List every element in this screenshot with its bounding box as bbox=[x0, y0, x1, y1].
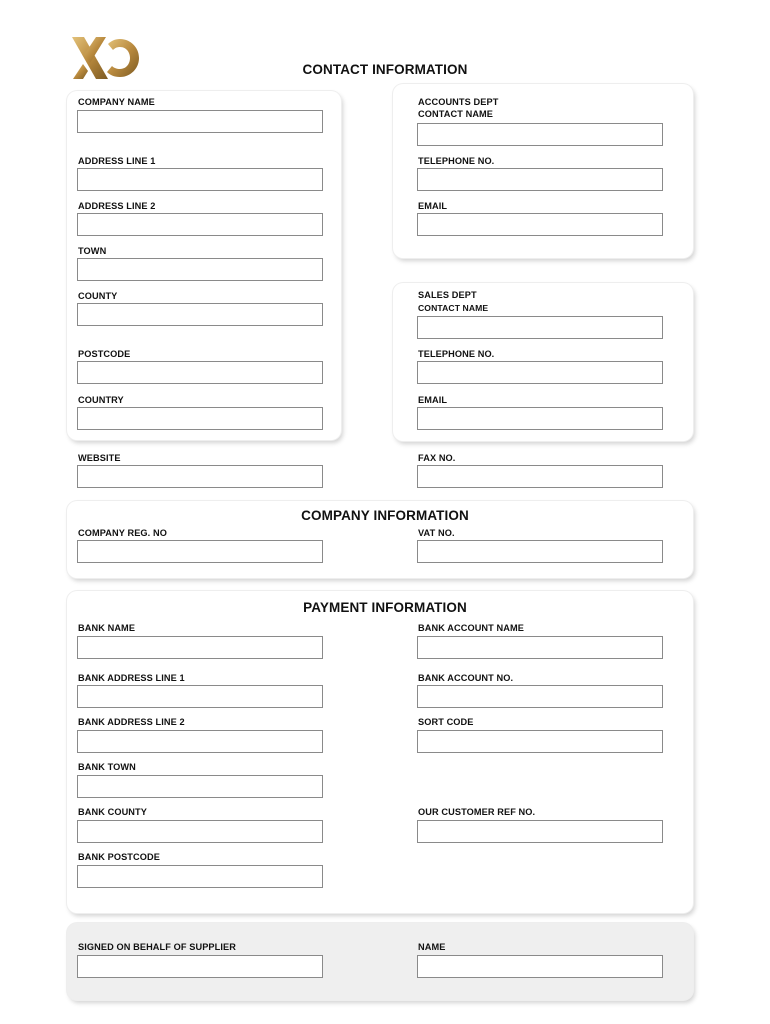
bank-account-name-label: BANK ACCOUNT NAME bbox=[418, 623, 524, 633]
contact-section-title: CONTACT INFORMATION bbox=[302, 62, 468, 77]
sales-contact-name-label: CONTACT NAME bbox=[418, 303, 489, 313]
accounts-dept-heading: ACCOUNTS DEPT bbox=[418, 97, 499, 107]
bank-town-label: BANK TOWN bbox=[78, 762, 136, 772]
bank-address-line-1-label: BANK ADDRESS LINE 1 bbox=[78, 673, 185, 683]
sales-telephone-field[interactable] bbox=[417, 361, 663, 384]
signed-on-behalf-label: SIGNED ON BEHALF OF SUPPLIER bbox=[78, 942, 236, 952]
bank-address-line-1-field[interactable] bbox=[77, 685, 323, 708]
town-field[interactable] bbox=[77, 258, 323, 281]
sales-dept-heading: SALES DEPT bbox=[418, 290, 477, 300]
accounts-telephone-field[interactable] bbox=[417, 168, 663, 191]
county-field[interactable] bbox=[77, 303, 323, 326]
address-line-1-label: ADDRESS LINE 1 bbox=[78, 156, 156, 166]
bank-address-line-2-field[interactable] bbox=[77, 730, 323, 753]
sales-email-label: EMAIL bbox=[418, 395, 448, 405]
bank-account-no-label: BANK ACCOUNT NO. bbox=[418, 673, 514, 683]
company-logo-icon bbox=[70, 35, 142, 81]
bank-postcode-field[interactable] bbox=[77, 865, 323, 888]
fax-no-label: FAX NO. bbox=[418, 453, 456, 463]
bank-name-field[interactable] bbox=[77, 636, 323, 659]
customer-ref-no-label: OUR CUSTOMER REF NO. bbox=[418, 807, 536, 817]
postcode-label: POSTCODE bbox=[78, 349, 131, 359]
sales-email-field[interactable] bbox=[417, 407, 663, 430]
fax-no-field[interactable] bbox=[417, 465, 663, 488]
bank-name-label: BANK NAME bbox=[78, 623, 136, 633]
country-label: COUNTRY bbox=[78, 395, 124, 405]
website-field[interactable] bbox=[77, 465, 323, 488]
payment-section-title: PAYMENT INFORMATION bbox=[303, 600, 467, 615]
accounts-email-label: EMAIL bbox=[418, 201, 448, 211]
signed-on-behalf-field[interactable] bbox=[77, 955, 323, 978]
bank-county-label: BANK COUNTY bbox=[78, 807, 147, 817]
bank-town-field[interactable] bbox=[77, 775, 323, 798]
signature-name-label: NAME bbox=[418, 942, 446, 952]
accounts-contact-name-field[interactable] bbox=[417, 123, 663, 146]
accounts-email-field[interactable] bbox=[417, 213, 663, 236]
bank-county-field[interactable] bbox=[77, 820, 323, 843]
sort-code-field[interactable] bbox=[417, 730, 663, 753]
bank-account-name-field[interactable] bbox=[417, 636, 663, 659]
vat-no-label: VAT NO. bbox=[418, 528, 455, 538]
town-label: TOWN bbox=[78, 246, 107, 256]
county-label: COUNTY bbox=[78, 291, 118, 301]
accounts-contact-name-label: CONTACT NAME bbox=[418, 109, 494, 119]
bank-address-line-2-label: BANK ADDRESS LINE 2 bbox=[78, 717, 185, 727]
company-name-field[interactable] bbox=[77, 110, 323, 133]
company-reg-no-label: COMPANY REG. NO bbox=[78, 528, 167, 538]
signature-name-field[interactable] bbox=[417, 955, 663, 978]
company-section-title: COMPANY INFORMATION bbox=[301, 508, 469, 523]
address-line-2-field[interactable] bbox=[77, 213, 323, 236]
postcode-field[interactable] bbox=[77, 361, 323, 384]
bank-postcode-label: BANK POSTCODE bbox=[78, 852, 160, 862]
address-line-1-field[interactable] bbox=[77, 168, 323, 191]
sort-code-label: SORT CODE bbox=[418, 717, 474, 727]
vat-no-field[interactable] bbox=[417, 540, 663, 563]
address-line-2-label: ADDRESS LINE 2 bbox=[78, 201, 156, 211]
country-field[interactable] bbox=[77, 407, 323, 430]
website-label: WEBSITE bbox=[78, 453, 121, 463]
sales-contact-name-field[interactable] bbox=[417, 316, 663, 339]
company-reg-no-field[interactable] bbox=[77, 540, 323, 563]
accounts-telephone-label: TELEPHONE NO. bbox=[418, 156, 495, 166]
customer-ref-no-field[interactable] bbox=[417, 820, 663, 843]
bank-account-no-field[interactable] bbox=[417, 685, 663, 708]
sales-telephone-label: TELEPHONE NO. bbox=[418, 349, 495, 359]
company-name-label: COMPANY NAME bbox=[78, 97, 155, 107]
